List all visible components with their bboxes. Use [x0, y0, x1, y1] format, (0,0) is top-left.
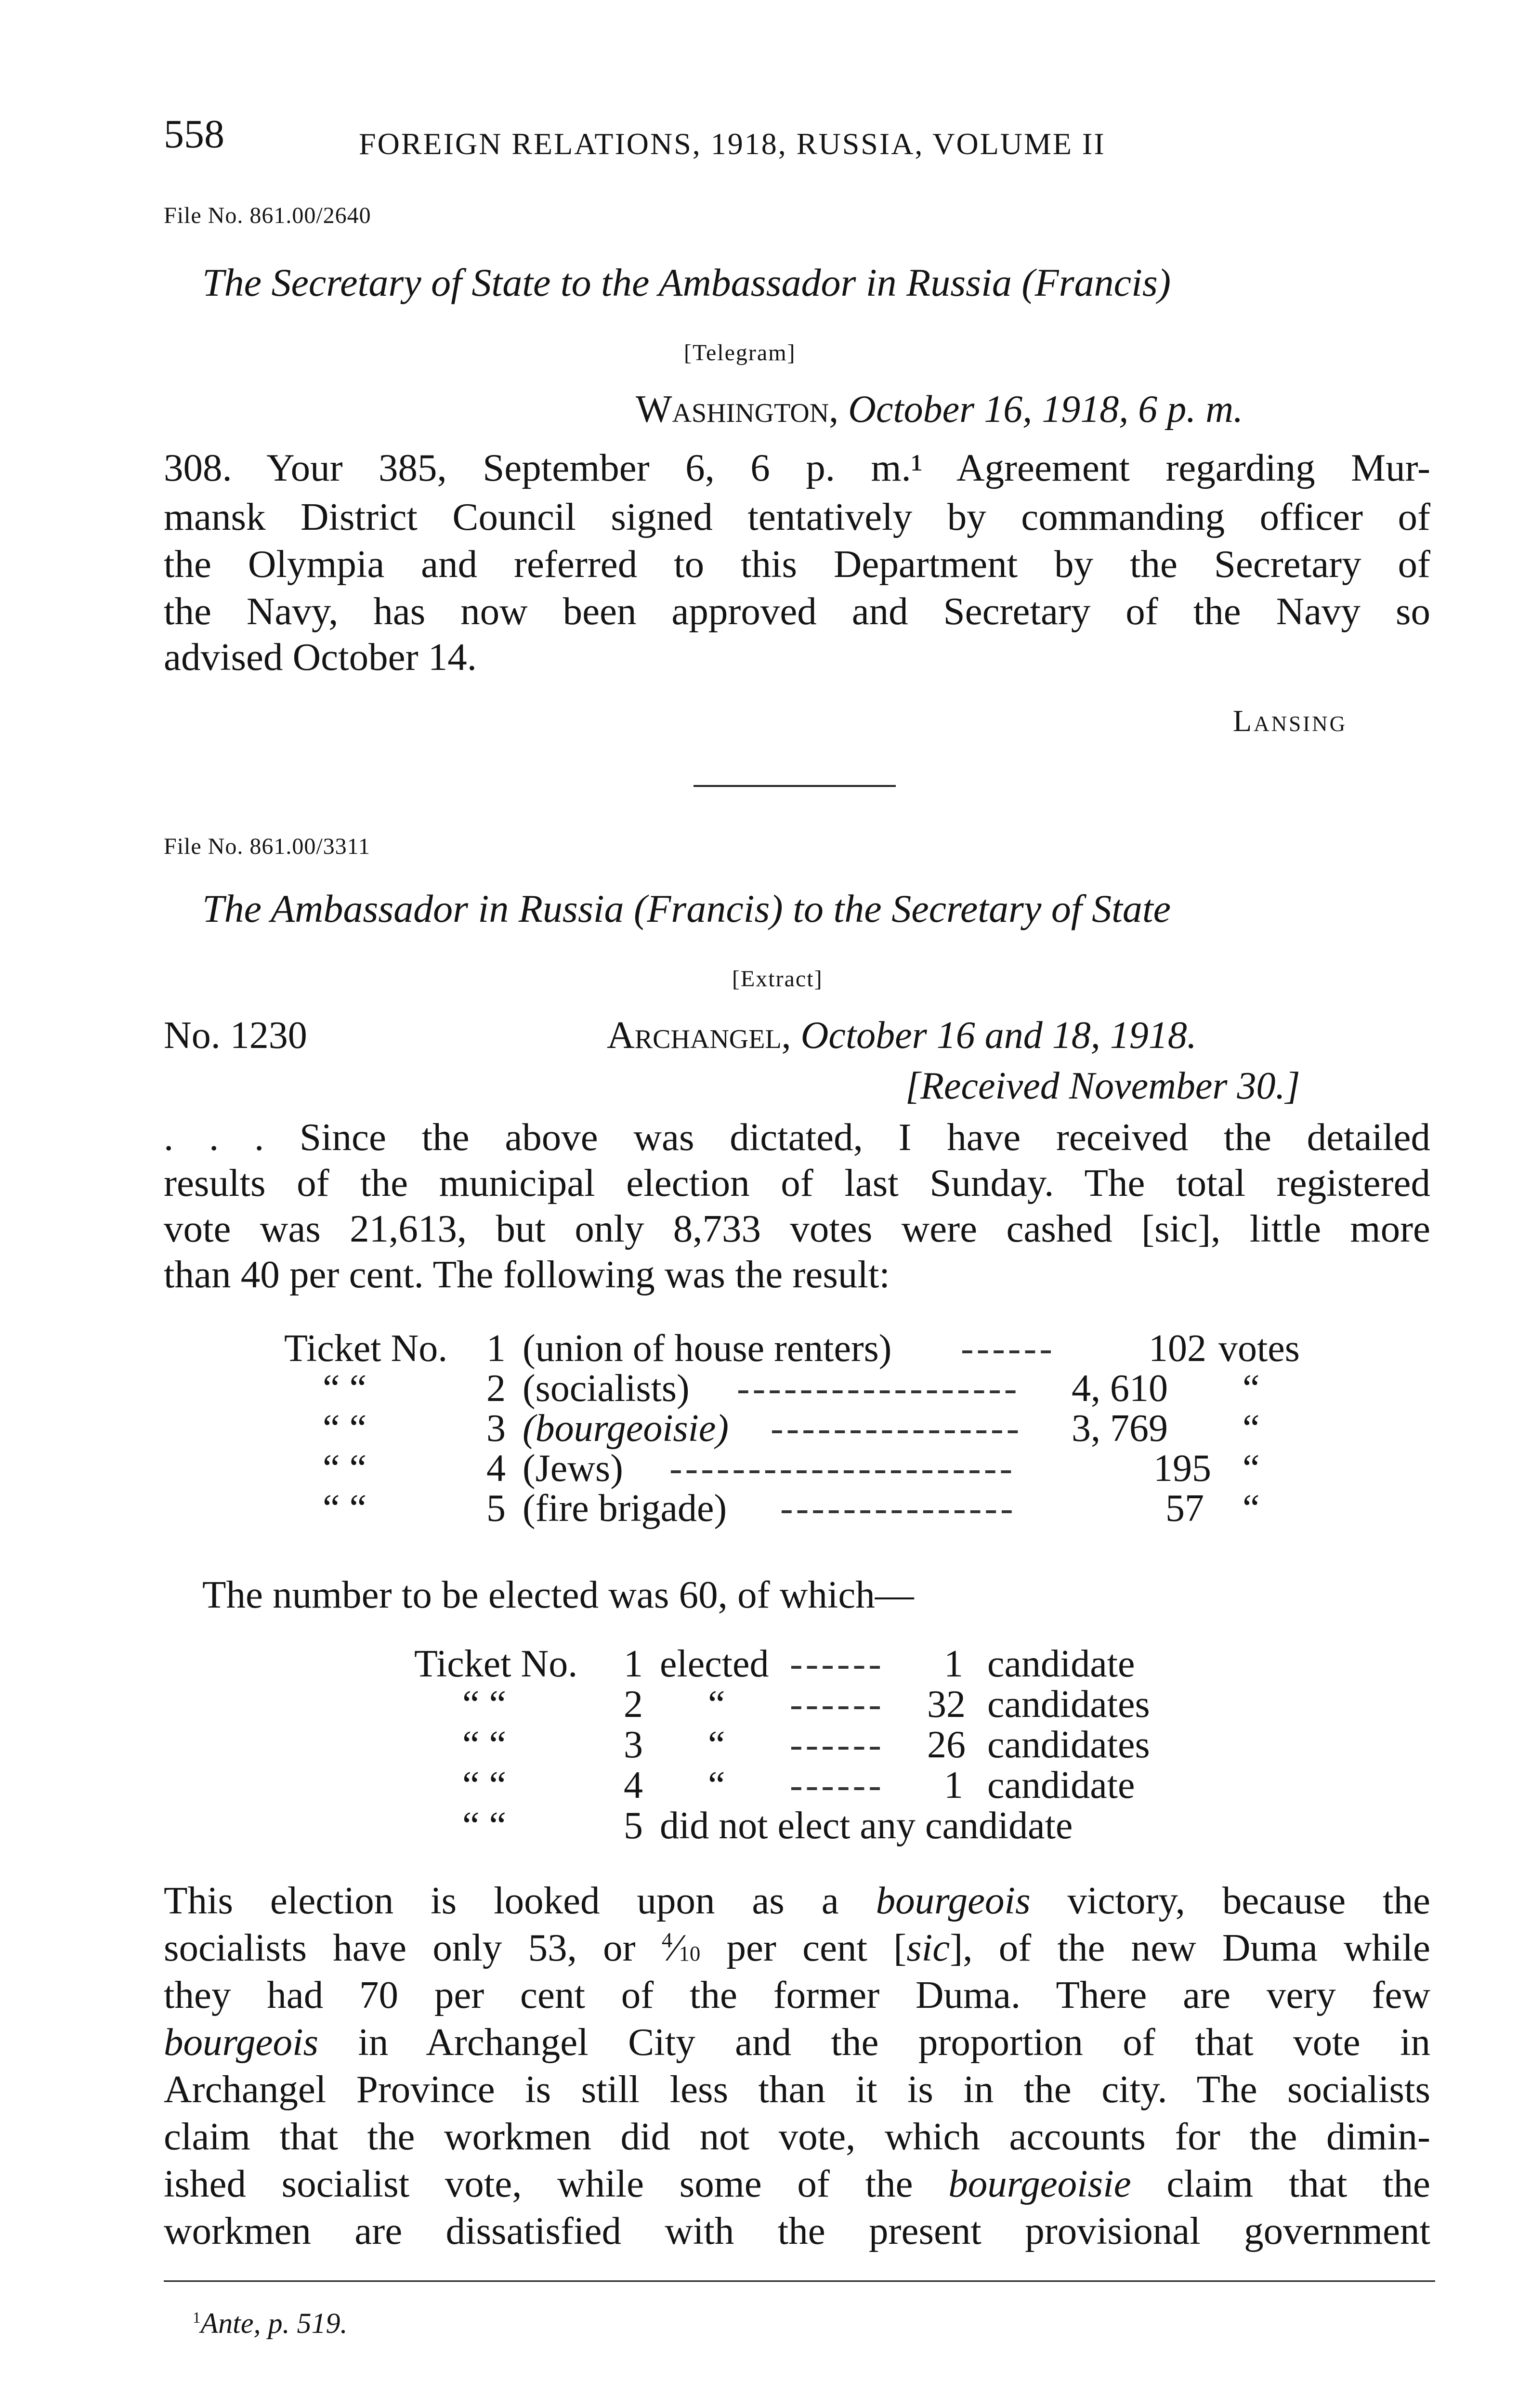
- candidate-unit: candidate: [987, 1764, 1135, 1806]
- ditto-elected: “: [708, 1724, 725, 1766]
- ticket-number: 4: [486, 1447, 506, 1490]
- doc1-body-last-line: advised October 14.: [164, 635, 477, 679]
- doc2-para1-last-line: than 40 per cent. The following was the result:: [164, 1253, 890, 1296]
- candidate-unit: candidates: [987, 1724, 1150, 1766]
- doc1-date: October 16, 1918, 6 p. m.: [848, 388, 1243, 431]
- results-row: [0, 1487, 1518, 1530]
- ditto-marks: “ “: [462, 1805, 507, 1847]
- elected-intro: The number to be elected was 60, of which—: [202, 1573, 914, 1616]
- doc2-number: No. 1230: [164, 1014, 307, 1057]
- doc1-body-line: 308. Your 385, September 6, 6 p. m.¹ Agreement regarding Mur-: [164, 446, 1430, 489]
- candidate-count: 1: [944, 1764, 963, 1806]
- footnote-rule: [164, 2280, 1435, 2282]
- doc2-received: [Received November 30.]: [905, 1065, 1300, 1107]
- ticket-number: 5: [486, 1487, 506, 1530]
- elected-row: [0, 1804, 1518, 1847]
- dot-leader: ------------------: [737, 1367, 1020, 1410]
- ditto-marks: “ “: [323, 1407, 367, 1450]
- page-number: 558: [164, 112, 224, 157]
- doc2-para2-line: workmen are dissatisfied with the present provisional government: [164, 2209, 1430, 2252]
- dot-leader: ------: [790, 1724, 884, 1766]
- section-divider: [694, 785, 896, 787]
- dot-leader: ------: [961, 1327, 1055, 1370]
- ticket-label: Ticket No.: [414, 1643, 578, 1685]
- doc1-body-line: mansk District Council signed tentatively by commanding officer of: [164, 495, 1430, 538]
- ticket-number: 3: [486, 1407, 506, 1450]
- doc1-title: The Secretary of State to the Ambassador in Russia (Francis): [202, 261, 1171, 304]
- results-row: [0, 1367, 1518, 1410]
- ticket-number: 3: [624, 1724, 643, 1766]
- doc2-date: October 16 and 18, 1918.: [800, 1014, 1197, 1057]
- doc1-signature: Lansing: [1233, 704, 1348, 738]
- elected-row: [0, 1723, 1518, 1767]
- ticket-label: Ticket No.: [284, 1327, 448, 1370]
- results-row: [0, 1327, 1518, 1370]
- candidate-unit: candidate: [987, 1643, 1135, 1685]
- doc2-para2-line: This election is looked upon as a bourgeois victory, because the: [164, 1879, 1431, 1922]
- ticket-description: (union of house renters): [523, 1327, 892, 1370]
- vote-count: 3, 769: [1072, 1407, 1168, 1450]
- ticket-number: 2: [624, 1683, 643, 1726]
- candidate-unit: candidates: [987, 1683, 1150, 1726]
- elected-row: [0, 1683, 1518, 1726]
- dot-leader: ---------------: [780, 1487, 1016, 1530]
- doc2-para2-line: claim that the workmen did not vote, which accounts for the dimin-: [164, 2115, 1430, 2158]
- dot-leader: ----------------------: [669, 1447, 1016, 1490]
- footnote-text: Ante, p. 519.: [200, 2307, 348, 2339]
- vote-unit: “: [1243, 1487, 1260, 1530]
- ticket-description: (fire brigade): [523, 1487, 727, 1530]
- doc2-type: [Extract]: [732, 966, 823, 992]
- ticket-number: 1: [486, 1327, 506, 1370]
- running-title: FOREIGN RELATIONS, 1918, RUSSIA, VOLUME II: [359, 127, 1106, 161]
- ticket-description: (bourgeoisie): [523, 1407, 729, 1450]
- elected-status: did not elect any candidate: [660, 1805, 1073, 1847]
- doc2-para2-line: bourgeois in Archangel City and the proportion of that vote in: [164, 2020, 1430, 2064]
- doc2-para2-line: they had 70 per cent of the former Duma. There are very few: [164, 1973, 1430, 2016]
- vote-unit: votes: [1218, 1327, 1300, 1370]
- ticket-number: 2: [486, 1367, 506, 1410]
- results-row: [0, 1407, 1518, 1450]
- ditto-elected: “: [708, 1764, 725, 1806]
- elected-row: [0, 1764, 1518, 1807]
- dot-leader: ------: [790, 1764, 884, 1806]
- doc2-para1-line: . . . Since the above was dictated, I have received the detailed: [164, 1115, 1430, 1159]
- vote-unit: “: [1243, 1447, 1260, 1490]
- candidate-count: 26: [927, 1724, 966, 1766]
- file-number-2: File No. 861.00/3311: [164, 834, 370, 859]
- ticket-number: 4: [624, 1764, 643, 1806]
- vote-count: 102: [1149, 1327, 1206, 1370]
- doc1-place: Washington,: [636, 388, 839, 431]
- candidate-count: 1: [944, 1643, 963, 1685]
- doc2-title: The Ambassador in Russia (Francis) to the Secretary of State: [202, 887, 1171, 930]
- ticket-number: 1: [624, 1643, 643, 1685]
- ditto-marks: “ “: [323, 1367, 367, 1410]
- doc2-para2-line: socialists have only 53, or $^4$⁄10 per cent [sic], of the new Duma while: [164, 1926, 1430, 1969]
- footnote-marker: 1: [193, 2309, 201, 2327]
- ditto-marks: “ “: [462, 1764, 507, 1806]
- doc2-place: Archangel,: [607, 1014, 791, 1057]
- vote-unit: “: [1243, 1367, 1260, 1410]
- dot-leader: ------: [790, 1683, 884, 1726]
- doc1-type: [Telegram]: [684, 340, 796, 366]
- ditto-marks: “ “: [323, 1447, 367, 1490]
- vote-count: 57: [1165, 1487, 1204, 1530]
- elected-status: elected: [660, 1643, 769, 1685]
- doc1-body-line: the Navy, has now been approved and Secretary of the Navy so: [164, 589, 1430, 633]
- ticket-description: (socialists): [523, 1367, 690, 1410]
- doc1-body-line: the Olympia and referred to this Department by the Secretary of: [164, 542, 1430, 586]
- results-row: [0, 1447, 1518, 1490]
- doc2-para1-line: results of the municipal election of last Sunday. The total registered: [164, 1161, 1430, 1204]
- doc2-para2-line: Archangel Province is still less than it is in the city. The socialists: [164, 2068, 1430, 2111]
- ditto-marks: “ “: [462, 1683, 507, 1726]
- vote-count: 4, 610: [1072, 1367, 1168, 1410]
- dot-leader: ------: [790, 1643, 884, 1685]
- vote-unit: “: [1243, 1407, 1260, 1450]
- ticket-description: (Jews): [523, 1447, 623, 1490]
- doc2-dateline: [607, 1014, 1197, 1058]
- file-number-1: File No. 861.00/2640: [164, 203, 371, 228]
- ticket-number: 5: [624, 1805, 643, 1847]
- candidate-count: 32: [927, 1683, 966, 1726]
- vote-count: 195: [1153, 1447, 1211, 1490]
- elected-row: [0, 1642, 1518, 1686]
- footnote: [193, 2307, 347, 2340]
- dot-leader: ----------------: [771, 1407, 1022, 1450]
- ditto-marks: “ “: [323, 1487, 367, 1530]
- doc1-dateline: [636, 388, 1243, 432]
- doc2-para1-line: vote was 21,613, but only 8,733 votes were cashed [sic], little more: [164, 1207, 1430, 1250]
- ditto-elected: “: [708, 1683, 725, 1726]
- ditto-marks: “ “: [462, 1724, 507, 1766]
- doc2-para2-line: ished socialist vote, while some of the bourgeoisie claim that the: [164, 2162, 1430, 2205]
